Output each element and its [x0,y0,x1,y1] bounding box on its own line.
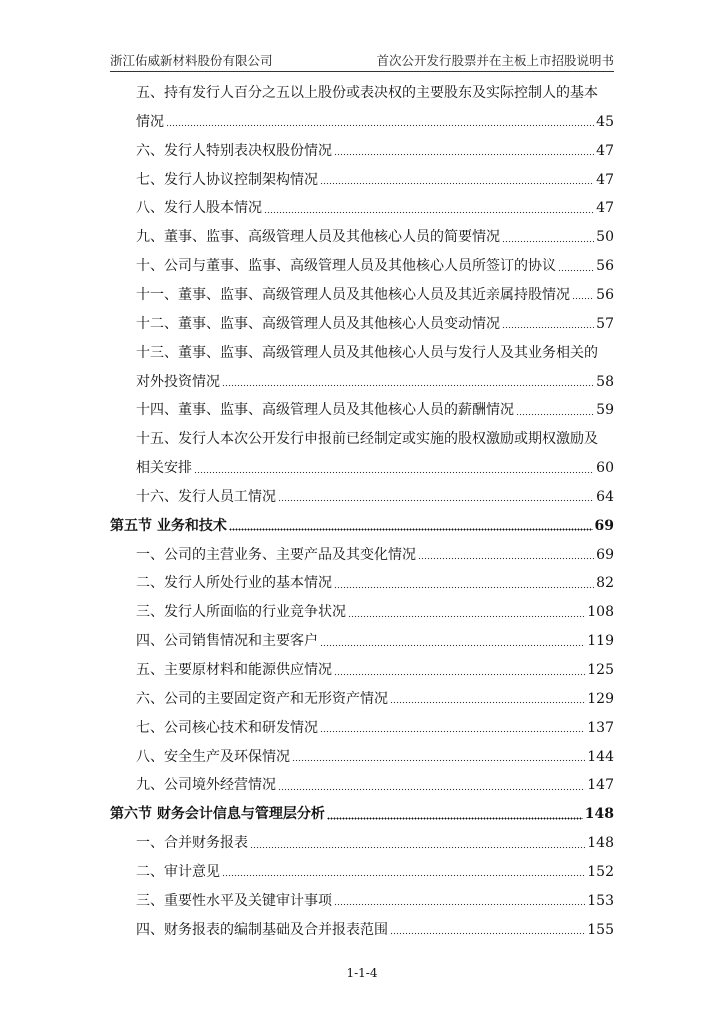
toc-entry-label: 一、合并财务报表 [136,835,248,852]
toc-entry[interactable] [110,171,614,190]
toc-page-number: 45 [596,113,614,130]
dot-leader [320,730,585,734]
toc-page-number: 148 [587,835,614,852]
toc-entry[interactable] [110,546,614,565]
toc-entry-label: 七、发行人协议控制架构情况 [136,171,318,188]
dot-leader [229,528,593,532]
toc-entry-label: 九、公司境外经营情况 [136,777,276,794]
toc-section-heading[interactable] [110,517,614,536]
toc-entry[interactable] [110,84,614,103]
toc-page-number: 125 [587,662,614,678]
toc-page-number: 69 [594,517,614,534]
dot-leader [502,239,594,243]
dot-leader [194,470,594,474]
toc-entry[interactable] [110,344,614,363]
toc-entry[interactable] [110,373,614,392]
toc-entry[interactable] [110,315,614,334]
toc-entry-label: 四、财务报表的编制基础及合并报表范围 [136,921,388,938]
toc-entry[interactable] [110,748,614,767]
toc-entry-label: 六、发行人特别表决权股份情况 [136,142,332,159]
dot-leader [516,412,594,416]
dot-leader [278,787,585,791]
toc-page-number: 59 [596,402,614,419]
toc-entry[interactable] [110,603,614,622]
toc-entry[interactable] [110,257,614,276]
toc-page-number: 108 [587,604,614,621]
toc-page-number: 152 [587,863,614,880]
toc-page-number: 58 [596,373,614,390]
toc-page-number: 148 [584,806,614,823]
toc-page-number: 57 [596,315,614,332]
dot-leader [390,701,585,705]
toc-page-number: 129 [587,690,614,707]
dot-leader [222,384,594,388]
toc-entry[interactable] [110,199,614,218]
toc-entry[interactable] [110,574,614,593]
toc-entry[interactable] [110,488,614,507]
toc-entry-label: 三、发行人所面临的行业竞争状况 [136,604,346,621]
dot-leader [264,210,594,214]
toc-page-number: 147 [587,777,614,794]
toc-entry-label: 第六节 财务会计信息与管理层分析 [110,806,325,823]
toc-entry[interactable] [110,142,614,161]
toc-entry-label: 二、审计意见 [136,863,220,880]
toc-page-number: 47 [596,142,614,159]
toc-entry-label: 第五节 业务和技术 [110,517,227,534]
toc-entry-label: 九、董事、监事、高级管理人员及其他核心人员的简要情况 [136,229,500,246]
toc-entry[interactable] [110,401,614,420]
toc-entry-label: 十三、董事、监事、高级管理人员及其他核心人员与发行人及其业务相关的 [136,344,598,361]
toc-entry[interactable] [110,719,614,738]
toc-page-number: 60 [596,460,614,477]
dot-leader [348,614,585,618]
header-rule [110,71,614,72]
dot-leader [320,643,585,647]
toc-entry-label: 情况 [136,113,164,130]
toc-section-heading[interactable] [110,805,614,824]
dot-leader [502,326,594,330]
dot-leader [320,182,594,186]
toc-entry-label: 七、公司核心技术和研发情况 [136,719,318,736]
toc-entry-label: 一、公司的主营业务、主要产品及其变化情况 [136,546,416,563]
toc-entry-label: 相关安排 [136,460,192,477]
dot-leader [292,759,585,763]
toc-entry-label: 十二、董事、监事、高级管理人员及其他核心人员变动情况 [136,315,500,332]
toc-entry-label: 八、安全生产及环保情况 [136,748,290,765]
dot-leader [222,874,585,878]
toc-page-number: 144 [587,748,614,765]
toc-entry[interactable] [110,834,614,853]
toc-entry[interactable] [110,892,614,911]
toc-entry-label: 十五、发行人本次公开发行申报前已经制定或实施的股权激励或期权激励及 [136,431,598,448]
toc-entry-label: 五、主要原材料和能源供应情况 [136,662,332,678]
toc-entry-label: 对外投资情况 [136,373,220,390]
toc-entry-label: 十六、发行人员工情况 [136,488,276,505]
toc-entry-label: 十、公司与董事、监事、高级管理人员及其他核心人员所签订的协议 [136,258,556,275]
dot-leader [334,585,594,589]
toc-entry-label: 八、发行人股本情况 [136,200,262,217]
dot-leader [166,124,594,128]
header-doc-title: 首次公开发行股票并在主板上市招股说明书 [376,53,614,68]
toc-page-number: 137 [587,719,614,736]
toc-entry[interactable] [110,661,614,680]
toc-page-number: 47 [596,171,614,188]
toc-entry-label: 十四、董事、监事、高级管理人员及其他核心人员的薪酬情况 [136,402,514,419]
toc-page-number: 64 [596,488,614,505]
dot-leader [327,816,583,820]
toc-entry-label: 六、公司的主要固定资产和无形资产情况 [136,690,388,707]
toc-entry[interactable] [110,286,614,305]
dot-leader [250,845,585,849]
toc-entry-label: 十一、董事、监事、高级管理人员及其他核心人员及其近亲属持股情况 [136,286,570,303]
toc-entry[interactable] [110,113,614,132]
toc-page-number: 155 [587,921,614,938]
toc-entry-label: 五、持有发行人百分之五以上股份或表决权的主要股东及实际控制人的基本 [136,85,598,101]
toc-entry[interactable] [110,863,614,882]
toc-entry[interactable] [110,632,614,651]
running-header [110,49,614,69]
toc-page-number: 47 [596,200,614,217]
dot-leader [278,499,594,503]
toc-entry[interactable] [110,228,614,247]
toc-entry-label: 二、发行人所处行业的基本情况 [136,575,332,592]
dot-leader [334,903,585,907]
dot-leader [418,557,594,561]
dot-leader [334,153,594,157]
toc-entry[interactable] [110,921,614,940]
toc-entry-label: 三、重要性水平及关键审计事项 [136,892,332,909]
toc-entry[interactable] [110,690,614,709]
dot-leader [558,268,594,272]
toc-entry[interactable] [110,430,614,449]
toc-entry-label: 四、公司销售情况和主要客户 [136,633,318,650]
toc-page-number: 82 [596,575,614,592]
toc-page-number: 50 [596,229,614,246]
dot-leader [572,297,594,301]
toc-page-number: 119 [587,633,614,650]
toc-page-number: 69 [596,546,614,563]
page-number: 1-1-4 [346,966,378,980]
toc-entry[interactable] [110,776,614,795]
dot-leader [390,932,585,936]
header-company: 浙江佑威新材料股份有限公司 [110,53,273,68]
dot-leader [334,672,585,676]
toc-entry[interactable] [110,459,614,478]
toc-page-number: 56 [596,258,614,275]
toc-page-number: 153 [587,892,614,909]
toc-page-number: 56 [596,286,614,303]
